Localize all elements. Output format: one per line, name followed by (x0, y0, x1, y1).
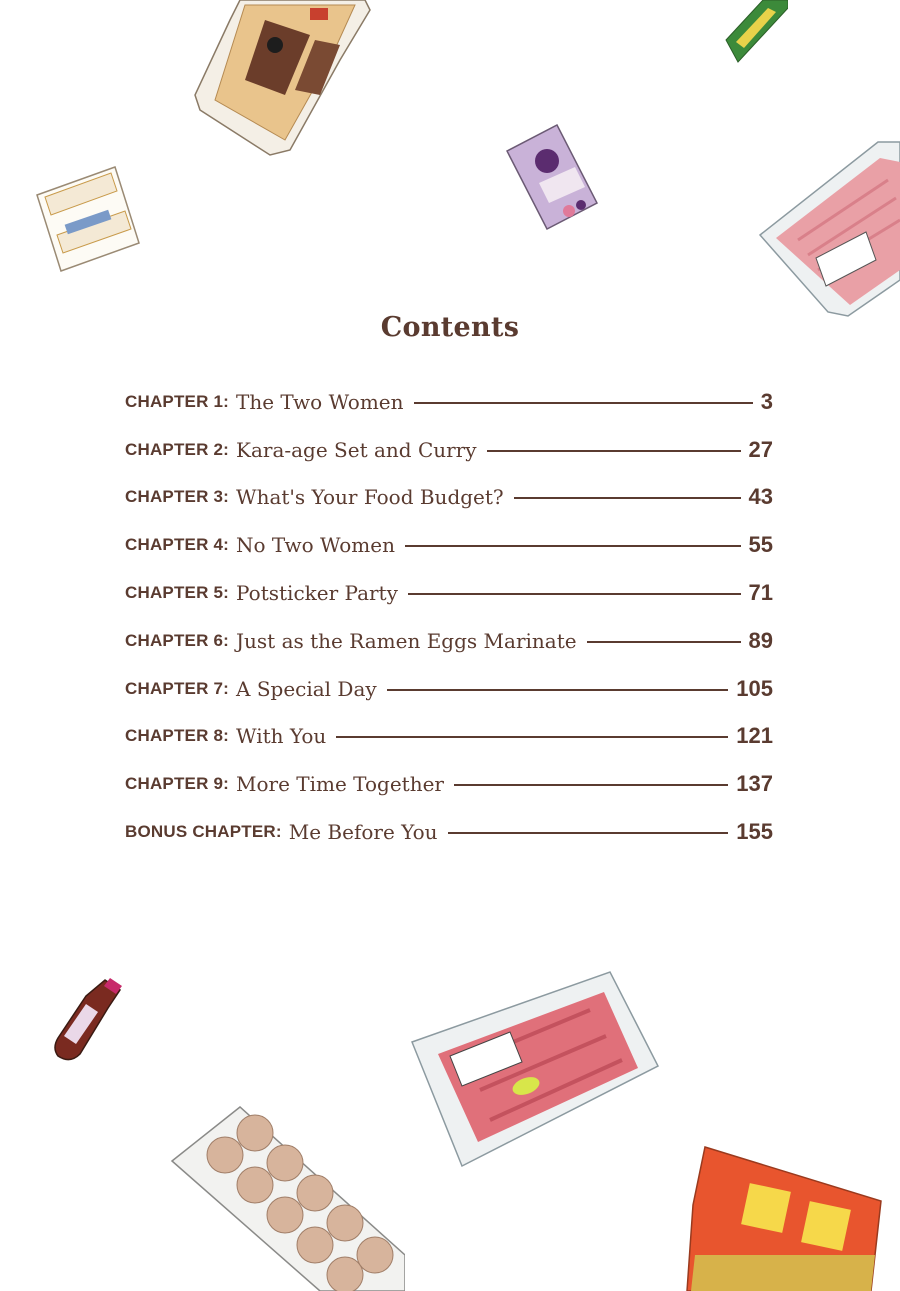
page-number: 89 (748, 627, 773, 653)
page-number: 105 (736, 675, 773, 701)
chapter-label: BONUS CHAPTER: (125, 822, 282, 842)
chapter-label: CHAPTER 3: (125, 487, 230, 507)
chapter-title: The Two Women (236, 389, 404, 414)
toc-entry-7 (125, 665, 773, 713)
leader-line (448, 832, 729, 834)
chapter-title: Kara-age Set and Curry (236, 437, 477, 462)
chapter-title: Me Before You (288, 820, 438, 845)
chapter-title: More Time Together (236, 772, 444, 797)
chapter-title: A Special Day (236, 676, 377, 701)
chapter-title: What's Your Food Budget? (236, 485, 504, 510)
leader-line (454, 784, 728, 786)
bread-loaf-illustration (190, 0, 380, 160)
toc-entry-2 (125, 426, 773, 474)
chapter-label: CHAPTER 1: (125, 391, 230, 411)
toc-entry-1 (125, 378, 773, 426)
chapter-label: CHAPTER 4: (125, 535, 230, 555)
chapter-title: With You (236, 724, 327, 749)
leader-line (387, 689, 729, 691)
page-number: 121 (736, 723, 773, 749)
toc-entry-3 (125, 474, 773, 522)
leader-line (414, 402, 753, 404)
toc-entry-6 (125, 617, 773, 665)
ground-meat-tray-illustration (758, 140, 900, 318)
table-of-contents (125, 378, 773, 856)
toc-entry-9 (125, 760, 773, 808)
leader-line (405, 545, 741, 547)
page-number: 43 (748, 484, 773, 510)
drink-bottle-illustration (50, 978, 125, 1063)
chapter-label: CHAPTER 8: (125, 726, 230, 746)
toc-entry-4 (125, 521, 773, 569)
page-number: 27 (748, 436, 773, 462)
chapter-label: CHAPTER 7: (125, 678, 230, 698)
egg-carton-illustration (170, 1105, 405, 1291)
chapter-label: CHAPTER 5: (125, 583, 230, 603)
meat-tray-illustration (410, 970, 660, 1170)
leader-line (514, 497, 741, 499)
chapter-title: Potsticker Party (236, 581, 398, 606)
page-number: 71 (748, 580, 773, 606)
toc-entry-bonus (125, 808, 773, 856)
chapter-label: CHAPTER 2: (125, 439, 230, 459)
green-snack-illustration (718, 0, 788, 65)
leader-line (487, 450, 741, 452)
page-title: Contents (380, 312, 520, 343)
chapter-label: CHAPTER 9: (125, 774, 230, 794)
chapter-title: No Two Women (236, 533, 395, 558)
leader-line (408, 593, 741, 595)
instant-ramen-pack-illustration (685, 1145, 885, 1291)
leader-line (336, 736, 728, 738)
chapter-title: Just as the Ramen Eggs Marinate (236, 628, 577, 653)
toc-entry-8 (125, 713, 773, 761)
page-number: 155 (736, 819, 773, 845)
juice-pack-illustration (505, 123, 600, 233)
page-number: 55 (748, 532, 773, 558)
chapter-label: CHAPTER 6: (125, 630, 230, 650)
page-number: 3 (760, 388, 773, 414)
toc-entry-5 (125, 569, 773, 617)
cream-carton-illustration (35, 165, 145, 275)
page-number: 137 (736, 771, 773, 797)
leader-line (587, 641, 741, 643)
